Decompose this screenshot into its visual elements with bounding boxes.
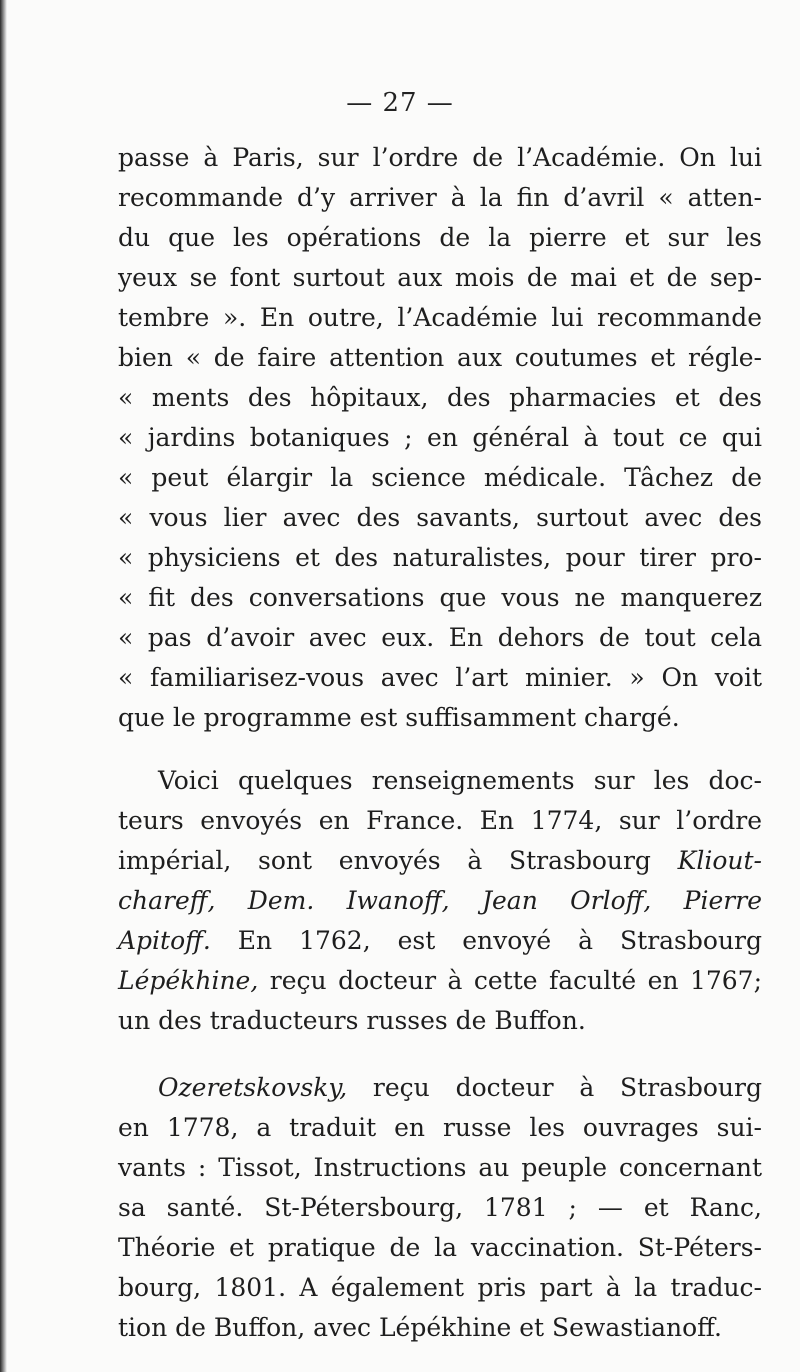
text-run: « jardins botaniques ; en général à tout ce qui <box>118 423 762 452</box>
text-run: En 1762, est envoyé à Strasbourg <box>210 926 762 955</box>
text-line <box>118 418 762 458</box>
text-run: reçu docteur à Strasbourg <box>347 1073 762 1102</box>
text-run: sa santé. St-Pétersbourg, 1781 ; — et Ranc, <box>118 1193 762 1222</box>
text-run: que le programme est suffisamment chargé. <box>118 703 680 732</box>
text-run: Théorie et pratique de la vaccination. St-Péters- <box>118 1233 762 1262</box>
text-run: en 1778, a traduit en russe les ouvrages sui- <box>118 1113 762 1142</box>
text-run: bien « de faire attention aux coutumes et régle- <box>118 343 762 372</box>
text-line <box>118 498 762 538</box>
text-run: vants : Tissot, Instructions au peuple concernant <box>118 1153 762 1182</box>
text-line <box>118 841 762 881</box>
text-line <box>118 1068 762 1108</box>
text-run: « pas d’avoir avec eux. En dehors de tout cela <box>118 623 762 652</box>
text-line <box>118 378 762 418</box>
text-run: du que les opérations de la pierre et sur les <box>118 223 762 252</box>
text-run: « fit des conversations que vous ne manquerez <box>118 583 762 612</box>
paragraph-3 <box>118 1068 762 1348</box>
text-run: tion de Buffon, avec Lépékhine et Sewastianoff. <box>118 1313 722 1342</box>
text-line <box>118 338 762 378</box>
page-number: — 27 — <box>346 88 454 118</box>
text-line <box>118 298 762 338</box>
text-line <box>118 921 762 961</box>
text-run: tembre ». En outre, l’Académie lui recommande <box>118 303 762 332</box>
italic-name: chareff, Dem. Iwanoff, Jean Orloff, Pierre <box>118 886 762 915</box>
text-line <box>118 1308 762 1348</box>
text-line <box>118 1001 762 1041</box>
paragraph-2 <box>118 761 762 1041</box>
text-run: impérial, sont envoyés à Strasbourg <box>118 846 678 875</box>
text-run: « peut élargir la science médicale. Tâchez de <box>118 463 762 492</box>
text-line <box>118 961 762 1001</box>
text-line <box>118 1228 762 1268</box>
text-run: recommande d’y arriver à la fin d’avril « atten- <box>118 183 762 212</box>
text-line <box>118 1148 762 1188</box>
italic-name: Ozeretskovsky, <box>158 1073 348 1102</box>
text-line <box>118 1108 762 1148</box>
text-run: « familiarisez-vous avec l’art minier. » On voit <box>118 663 762 692</box>
text-line <box>118 1268 762 1308</box>
text-line <box>118 618 762 658</box>
italic-name: Lépékhine, <box>118 966 259 995</box>
text-line <box>118 458 762 498</box>
text-line <box>118 178 762 218</box>
text-run: un des traducteurs russes de Buffon. <box>118 1006 586 1035</box>
text-line <box>118 538 762 578</box>
text-line <box>118 258 762 298</box>
text-line <box>118 578 762 618</box>
text-run: « vous lier avec des savants, surtout avec des <box>118 503 762 532</box>
page-binding-edge <box>0 0 7 1372</box>
text-line <box>118 658 762 698</box>
text-run: teurs envoyés en France. En 1774, sur l’ordre <box>118 806 762 835</box>
text-run: « ments des hôpitaux, des pharmacies et des <box>118 383 762 412</box>
text-line <box>118 218 762 258</box>
text-line <box>118 801 762 841</box>
text-run: « physiciens et des naturalistes, pour tirer pro- <box>118 543 762 572</box>
italic-name: Kliout- <box>677 846 762 875</box>
text-run: passe à Paris, sur l’ordre de l’Académie. On lui <box>118 143 762 172</box>
text-line <box>118 698 762 738</box>
text-run: yeux se font surtout aux mois de mai et de sep- <box>118 263 762 292</box>
text-line <box>118 881 762 921</box>
text-line <box>118 1188 762 1228</box>
text-run: reçu docteur à cette faculté en 1767; <box>258 966 762 995</box>
text-line <box>118 138 762 178</box>
paragraph-1 <box>118 138 762 738</box>
italic-name: Apitoff. <box>118 926 211 955</box>
text-line <box>118 761 762 801</box>
text-run: bourg, 1801. A également pris part à la traduc- <box>118 1273 762 1302</box>
text-run: Voici quelques renseignements sur les doc- <box>158 766 762 795</box>
